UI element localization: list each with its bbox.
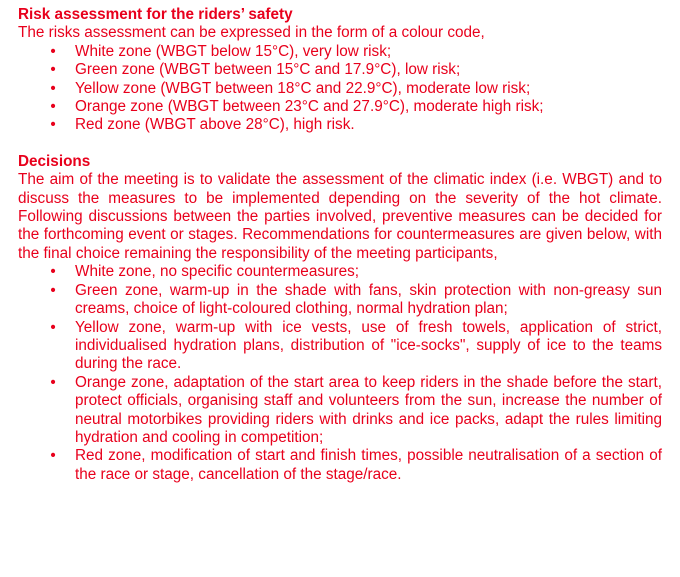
- list-item-text: White zone (WBGT below 15°C), very low risk;: [75, 42, 392, 60]
- list-item: [18, 282, 662, 319]
- bullet-icon: •: [50, 79, 56, 97]
- list-item: [18, 61, 662, 79]
- list-item: [18, 447, 662, 484]
- bullet-icon: •: [50, 318, 56, 336]
- list-item-text: Orange zone, adaptation of the start area to keep riders in the shade before the start, protect officials, organising staff and volunteers from the sun, increase the number of neutral motorbikes providing riders with drinks and ice packs, adapt the rules limiting hydration and cooling in competition;: [75, 373, 662, 446]
- list-item: [18, 116, 662, 134]
- bullet-icon: •: [50, 281, 56, 299]
- risk-zone-list: [18, 43, 662, 135]
- list-item-text: Yellow zone (WBGT between 18°C and 22.9°C), moderate low risk;: [75, 79, 531, 97]
- list-item-text: Green zone, warm-up in the shade with fans, skin protection with non-greasy sun creams, choice of light-coloured clothing, normal hydration plan;: [75, 281, 662, 318]
- risk-assessment-intro: The risks assessment can be expressed in the form of a colour code,: [18, 24, 485, 42]
- list-item-text: Red zone, modification of start and finish times, possible neutralisation of a section of the race or stage, cancellation of the stage/race.: [75, 447, 662, 483]
- decisions-paragraph: The aim of the meeting is to validate the assessment of the climatic index (i.e. WBGT) and to discuss the measures to be implemented depending on the severity of the hot climate. Following discussions between the parties involved, preventive measures can be decided for the forthcoming event or stages. Recommendations for countermeasures are given below, with the final choice remaining the responsibility of the meeting participants,: [18, 171, 662, 262]
- list-item-text: Green zone (WBGT between 15°C and 17.9°C), low risk;: [75, 61, 461, 79]
- section-spacer: [18, 135, 662, 153]
- bullet-icon: •: [50, 373, 56, 391]
- bullet-icon: •: [50, 116, 56, 134]
- list-item-text: Yellow zone, warm-up with ice vests, use of fresh towels, application of strict, individualised hydration plans, distribution of "ice-socks", supply of ice to the teams during the race.: [75, 318, 662, 373]
- risk-assessment-heading: Risk assessment for the riders’ safety: [18, 6, 293, 23]
- list-item: [18, 98, 662, 116]
- list-item: [18, 319, 662, 374]
- list-item-text: Orange zone (WBGT between 23°C and 27.9°C), moderate high risk;: [75, 98, 544, 116]
- bullet-icon: •: [50, 98, 56, 116]
- bullet-icon: •: [50, 61, 56, 79]
- list-item-text: Red zone (WBGT above 28°C), high risk.: [75, 116, 355, 134]
- list-item: [18, 43, 662, 61]
- bullet-icon: •: [50, 447, 56, 465]
- countermeasure-list: [18, 263, 662, 484]
- bullet-icon: •: [50, 263, 56, 281]
- list-item: [18, 263, 662, 281]
- list-item: [18, 80, 662, 98]
- list-item-text: White zone, no specific countermeasures;: [75, 263, 359, 281]
- list-item: [18, 374, 662, 448]
- document-page: [18, 6, 662, 484]
- decisions-heading: Decisions: [18, 152, 91, 170]
- bullet-icon: •: [50, 42, 56, 60]
